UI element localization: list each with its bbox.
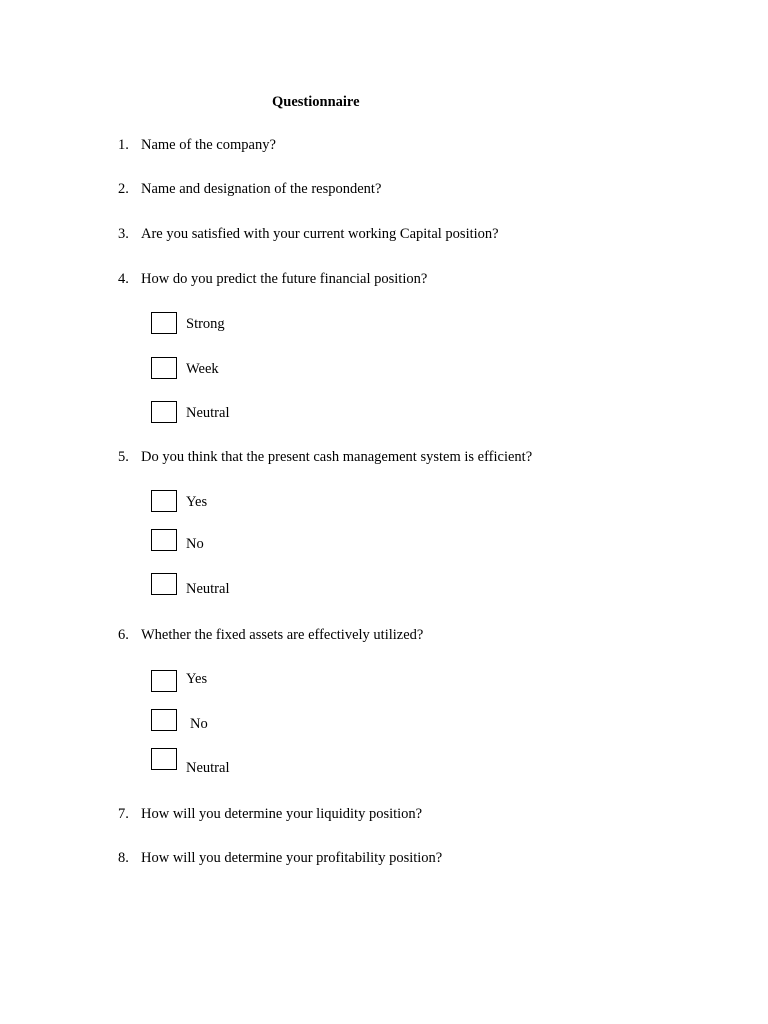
- question-text: Name and designation of the respondent?: [141, 181, 382, 197]
- question-number: 5.: [118, 449, 129, 465]
- option-checkbox[interactable]: [151, 401, 177, 423]
- question-text: Are you satisfied with your current working Capital position?: [141, 226, 499, 242]
- option-checkbox[interactable]: [151, 709, 177, 731]
- question-text: Name of the company?: [141, 137, 276, 153]
- question-1: [118, 136, 276, 154]
- option-label: Strong: [186, 316, 225, 332]
- option-checkbox[interactable]: [151, 529, 177, 551]
- question-3: [118, 225, 499, 243]
- option-label: Yes: [186, 494, 208, 510]
- question-4: [118, 270, 427, 288]
- question-number: 3.: [118, 226, 129, 242]
- question-text: Do you think that the present cash management system is efficient?: [141, 449, 533, 465]
- option-checkbox[interactable]: [151, 748, 177, 770]
- question-number: 4.: [118, 271, 129, 287]
- option-label: Neutral: [186, 581, 230, 597]
- question-number: 2.: [118, 181, 129, 197]
- question-number: 7.: [118, 806, 129, 822]
- question-number: 8.: [118, 850, 129, 866]
- option-checkbox[interactable]: [151, 312, 177, 334]
- option-label: Neutral: [186, 760, 230, 776]
- question-5: [118, 448, 532, 466]
- option-checkbox[interactable]: [151, 670, 177, 692]
- question-number: 1.: [118, 137, 129, 153]
- question-text: Whether the fixed assets are effectively utilized?: [141, 627, 424, 643]
- option-label: No: [190, 716, 208, 732]
- option-label: Week: [186, 361, 219, 377]
- question-2: [118, 180, 381, 198]
- option-checkbox[interactable]: [151, 573, 177, 595]
- question-text: How will you determine your profitability position?: [141, 850, 443, 866]
- page-title: Questionnaire: [272, 94, 360, 110]
- option-label: Yes: [186, 671, 208, 687]
- question-6: [118, 626, 423, 644]
- question-7: [118, 805, 422, 823]
- question-text: How will you determine your liquidity position?: [141, 806, 423, 822]
- option-label: No: [186, 536, 204, 552]
- option-checkbox[interactable]: [151, 490, 177, 512]
- question-text: How do you predict the future financial position?: [141, 271, 428, 287]
- question-number: 6.: [118, 627, 129, 643]
- option-label: Neutral: [186, 405, 230, 421]
- option-checkbox[interactable]: [151, 357, 177, 379]
- question-8: [118, 849, 442, 867]
